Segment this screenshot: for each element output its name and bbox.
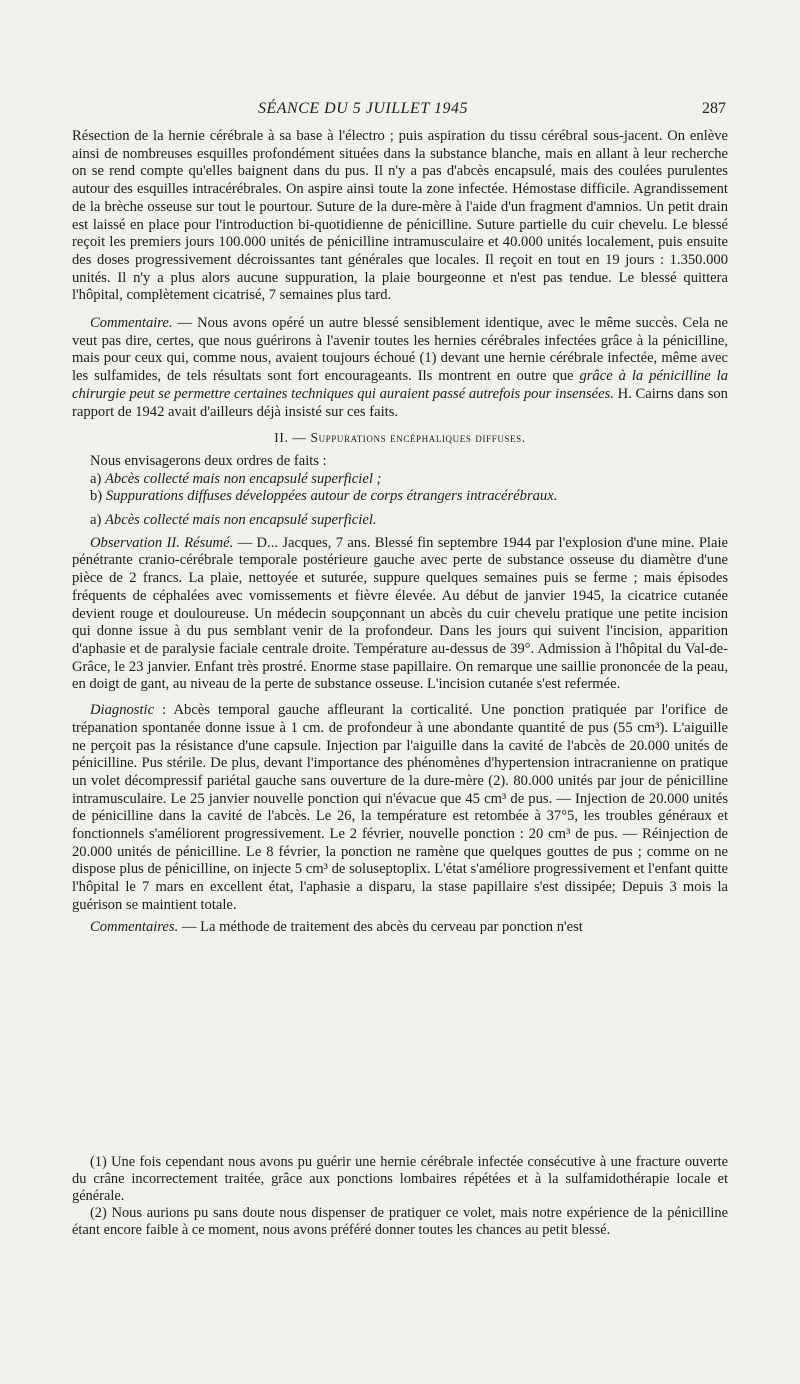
- commentaire-italic: grâce à la pénicilline la chirurgie peut se permettre certaines techniques qui auraient passé autrefois pour insensées.: [72, 368, 728, 402]
- observation-text: — D... Jacques, 7 ans. Blessé fin septembre 1944 par l'explosion d'une mine. Plaie pénétrante cranio-cérébrale temporale postérieure gauche avec perte de substance osseuse du diamètre d'une pièce de 2 francs. La plaie, nettoyée et suturée, suppure quelques semaines puis se ferme ; mais épisodes fréquents de céphalées avec vomissements et fièvre élevée. Au début de janvier 1945, la cicatrice cutanée devient rouge et douloureuse. Un médecin soupçonnant un abcès du cuir chevelu pratique une petite incision qui donne issue à du pus semblant venir de la profondeur. Dans les jours qui suivent l'incision, apparition d'aphasie et de paralysie faciale centrale droite. Température au-dessus de 39°. Admission à l'hôpital du Val-de-Grâce, le 23 janvier. Enfant très prostré. Enorme stase papillaire. On remarque une saillie prononcée de la peau, en doigt de gant, au niveau de la perte de substance osseuse. L'incision cutanée s'est refermée.: [72, 534, 728, 693]
- running-header: [0, 100, 800, 122]
- commentaires-text: — La méthode de traitement des abcès du cerveau par ponction n'est: [181, 918, 583, 935]
- section-heading: II. — Suppurations encéphaliques diffuses.: [274, 430, 526, 446]
- page-number: 287: [702, 100, 726, 117]
- diagnostic-text: : Abcès temporal gauche affleurant la corticalité. Une ponction pratiquée par l'orifice de trépanation spontanée donne issue à 1 cm. de profondeur à une abondante quantité de pus (55 cm³). L'aiguille ne perçoit pas la résistance d'une capsule. Injection par l'aiguille dans la cavité de l'abcès de 20.000 unités de pénicilline. Pus stérile. De plus, devant l'importance des phénomènes d'hypertension intracranienne on pratique un volet décompressif pariétal gauche sans ouverture de la dure-mère (2). 80.000 unités par jour de pénicilline intramusculaire. Le 25 janvier nouvelle ponction qui n'évacue que 45 cm³ de pus. — Injection de 20.000 unités de pénicilline dans la cavité de l'abcès. Le 26, la température est retombée à 37°5, les troubles généraux et fonctionnels s'améliorent progressivement. Le 2 février, nouvelle ponction : 20 cm³ de pus. — Réinjection de 20.000 unités de pénicilline. Le 8 février, la ponction ne ramène que quelques gouttes de pus ; comme on ne dispose plus de pénicilline, on injecte 5 cm³ de soluseptoplix. L'état s'améliore progressivement et l'enfant quitte l'hôpital le 7 mars en excellent état, l'aphasie a disparu, la stase papillaire s'est dissipée; Depuis 3 mois la guérison se maintient totale.: [72, 702, 728, 913]
- footnote-2: (2) Nous aurions pu sans doute nous dispenser de pratiquer ce volet, mais notre expérience de la pénicilline étant encore faible à ce moment, nous avons préféré donner toutes les chances au petit blessé.: [72, 1205, 728, 1238]
- commentaire-text-b: H. Cairns dans son rapport de 1942 avait d'ailleurs déjà insisté sur ces faits.: [72, 385, 728, 420]
- commentaire-label: Commentaire.: [90, 315, 173, 332]
- footnote-1: (1) Une fois cependant nous avons pu guérir une hernie cérébrale infectée consécutive à une fracture ouverte du crâne incorrectement traitée, grâce aux ponctions lombaires répétées et à la sulfamidothérapie locale et générale.: [72, 1154, 728, 1204]
- list-item-a: a) Abcès collecté mais non encapsulé superficiel ;: [90, 470, 382, 487]
- diagnostic-label: Diagnostic: [90, 702, 155, 719]
- subheading-a: a) Abcès collecté mais non encapsulé superficiel.: [90, 512, 377, 529]
- header-title: SÉANCE DU 5 JUILLET 1945: [258, 100, 468, 117]
- paragraph-resection: Résection de la hernie cérébrale à sa base à l'électro ; puis aspiration du tissu cérébral sous-jacent. On enlève ainsi de nombreuses esquilles profondément situées dans la substance blanche, mais en allant à leur recherche on se rend compte qu'elles baignent dans du pus. Il n'y a pas d'abcès encapsulé, mais des coulées purulentes autour des esquilles intracérébrales. On aspire ainsi toute la zone infectée. Hémostase difficile. Agrandissement de la brèche osseuse sur tout le pourtour. Suture de la dure-mère à l'aide d'un fragment d'amnios. Un petit drain est laissé en place pour l'introduction bi-quotidienne de pénicilline. Suture partielle du cuir chevelu. Le blessé reçoit les premiers jours 100.000 unités de pénicilline intramusculaire et 40.000 unités localement, puis ensuite des doses progressivement décroissantes tant générales que locales. Il reçoit en tout en 19 jours : 1.350.000 unités. Il n'y a plus alors aucune suppuration, la plaie bourgeonne et n'est pas tendue. Le blessé quittera l'hôpital, complètement cicatrisé, 7 semaines plus tard.: [72, 128, 728, 304]
- footnotes: [72, 1154, 728, 1239]
- commentaires-label: Commentaires.: [90, 918, 179, 935]
- paragraph-diagnostic: [72, 702, 728, 914]
- list-item-b: b) Suppurations diffuses développées autour de corps étrangers intracérébraux.: [90, 488, 558, 505]
- intro-line: Nous envisagerons deux ordres de faits :: [90, 452, 327, 469]
- observation-label: Observation II. Résumé.: [90, 534, 234, 551]
- paragraph-commentaires: [72, 919, 728, 937]
- paragraph-commentaire: [72, 315, 728, 421]
- body-text: [72, 128, 728, 936]
- commentaire-text-a: — Nous avons opéré un autre blessé sensiblement identique, avec le même succès. Cela ne veut pas dire, certes, que nous guérirons à l'avenir toutes les hernies cérébrales infectées grâce à la pénicilline, mais pour ceux qui, comme nous, avaient toujours échoué (1) devant une hernie cérébrale infectée, même avec les sulfamides, de tels résultats sont fort encourageants. Ils montrent en outre que: [72, 315, 728, 385]
- paragraph-observation: [72, 535, 728, 694]
- fact-list: [72, 471, 728, 506]
